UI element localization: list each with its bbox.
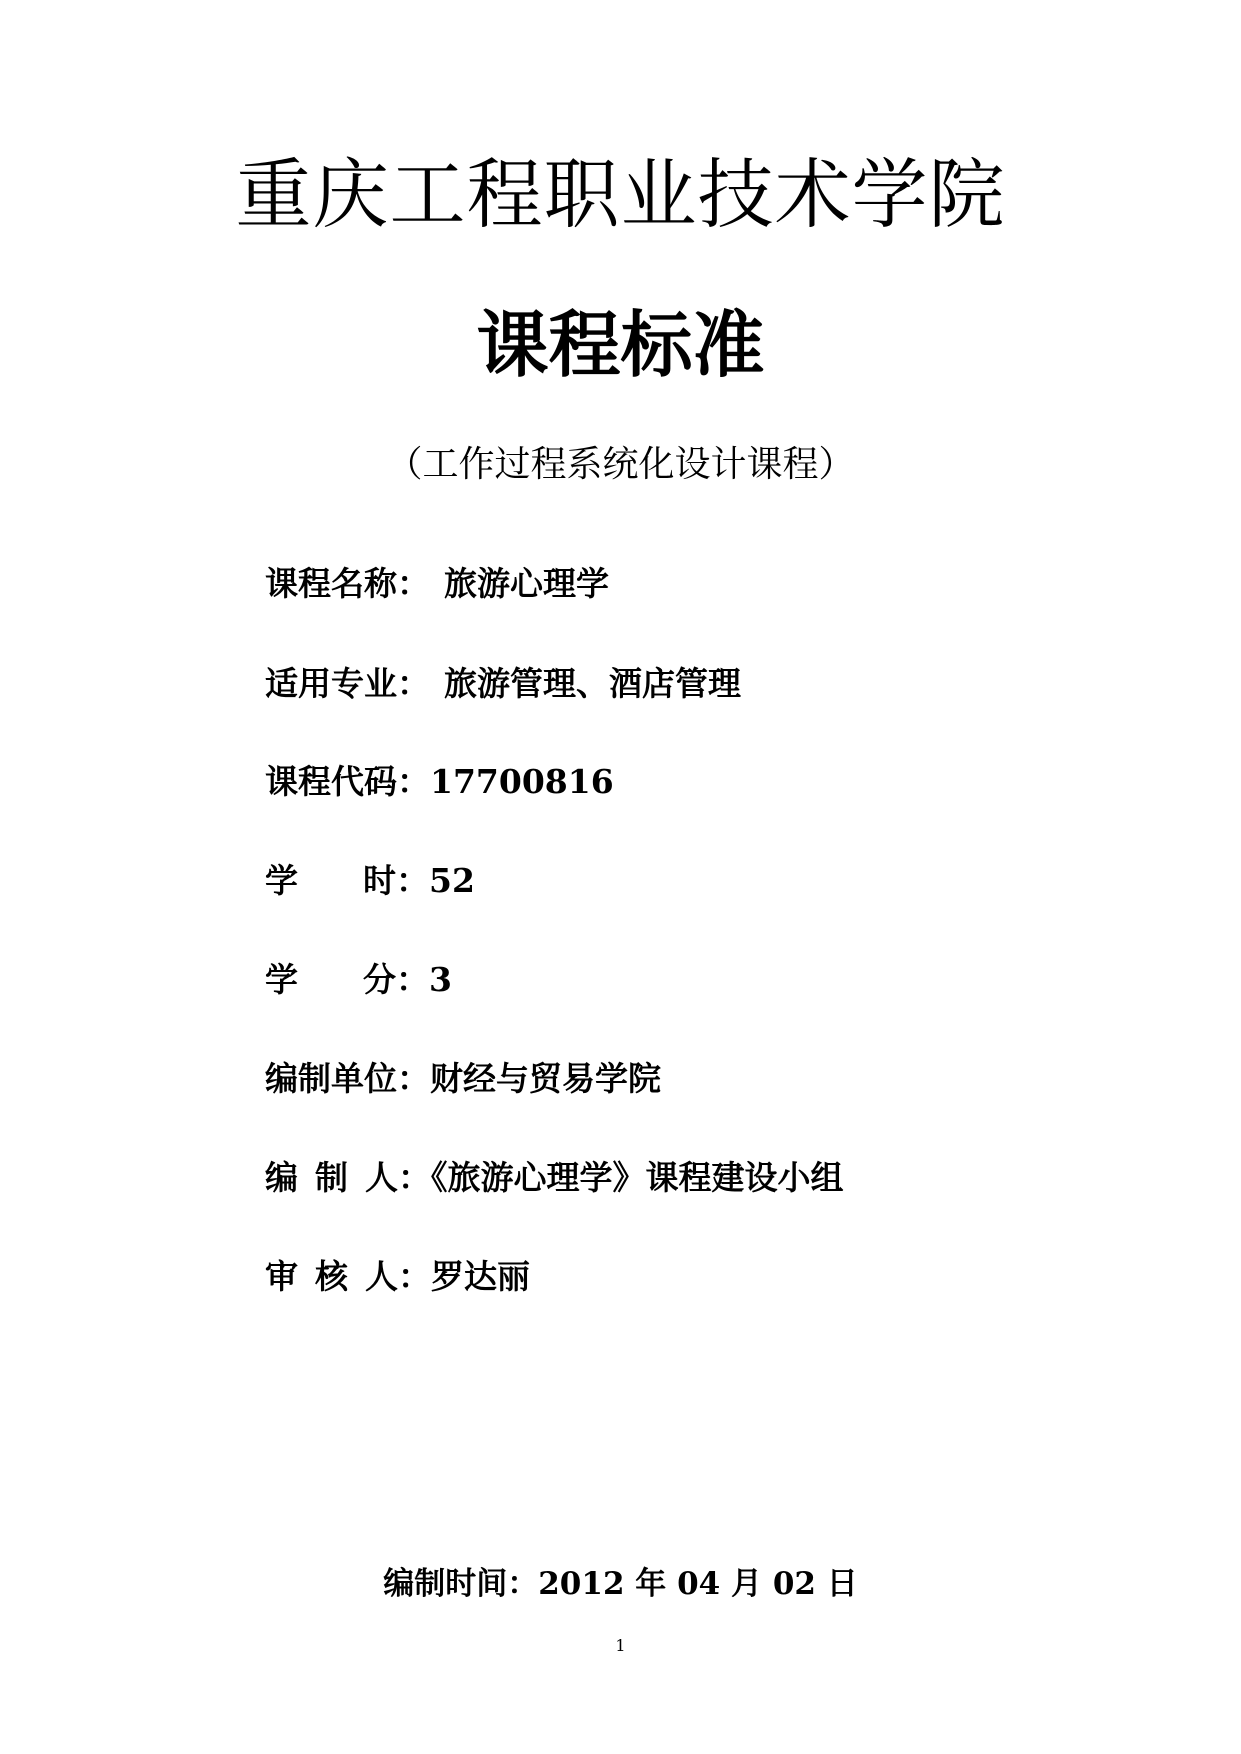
field-label-part: 学	[265, 960, 298, 999]
field-label: 课程代码：	[265, 762, 430, 801]
field-label-part: 制	[315, 1158, 348, 1197]
field-author	[265, 1154, 844, 1202]
field-label-part: 审	[265, 1257, 298, 1296]
field-label-part: 核	[315, 1257, 348, 1296]
field-value: 旅游管理、酒店管理	[444, 664, 741, 703]
field-label-part: 人：	[365, 1158, 431, 1197]
field-value: 罗达丽	[431, 1257, 530, 1296]
field-value: 52	[429, 861, 475, 900]
field-label-part: 编	[265, 1158, 298, 1197]
field-label-part: 时：	[363, 861, 429, 900]
field-course-code	[265, 758, 614, 806]
field-unit	[265, 1055, 661, 1103]
field-value: 《旅游心理学》课程建设小组	[431, 1158, 844, 1197]
compile-date: 编制时间：2012 年 04 月 02 日	[383, 1566, 858, 1602]
field-course-name	[265, 560, 609, 608]
field-value: 财经与贸易学院	[430, 1059, 661, 1098]
field-value: 旅游心理学	[444, 564, 609, 603]
field-label-part: 学	[265, 861, 298, 900]
field-label: 编制单位：	[265, 1059, 430, 1098]
field-value: 3	[429, 960, 452, 999]
page-number: 1	[615, 1636, 626, 1655]
field-label-part: 人：	[365, 1257, 431, 1296]
field-label: 课程名称：	[265, 564, 430, 603]
field-reviewer	[265, 1253, 530, 1301]
field-hours	[265, 857, 475, 905]
field-label-part: 分：	[363, 960, 429, 999]
course-type-subtitle: （工作过程系统化设计课程）	[386, 444, 855, 485]
field-value: 17700816	[430, 762, 614, 801]
document-title: 课程标准	[476, 303, 765, 387]
field-label: 适用专业：	[265, 664, 430, 703]
institution-title: 重庆工程职业技术学院	[235, 150, 1006, 239]
field-major	[265, 660, 741, 708]
field-credits	[265, 956, 452, 1004]
